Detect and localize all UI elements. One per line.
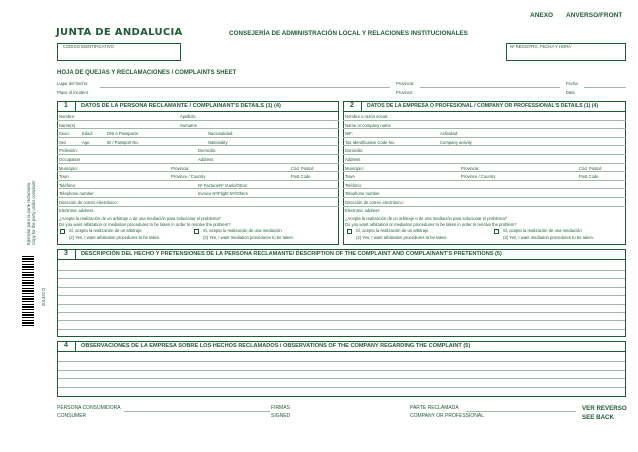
s2-company-label: Nombre o razón social: (345, 114, 389, 119)
front-side-label: ANVERSO/FRONT (566, 12, 623, 19)
s1-id-en-label: ID / Passport No. (107, 139, 139, 145)
writing-line[interactable] (58, 320, 625, 321)
s2-mediation-label: Sí, acepto la realización de una mediación (503, 228, 582, 233)
s2-activity-label: Actividad: (440, 131, 459, 137)
s1-arbitration-checkbox[interactable] (60, 229, 65, 234)
date-label: Fecha: (566, 81, 579, 86)
s2-mediation-label-en: (3) Yes, I want mediation procedures to be taken. (503, 235, 595, 240)
section2-fields (343, 112, 626, 213)
s1-province-label: Provincia: (171, 165, 190, 171)
s1-phone-label: Teléfono: (59, 182, 76, 188)
s1-sex-en-label: Sex (59, 139, 67, 145)
s1-name-row[interactable] (57, 112, 339, 121)
s1-municipality-en-label: Town (59, 174, 69, 180)
date-label-en: Date (566, 90, 575, 95)
s2-postcode-label: Cód. Postal: (579, 165, 602, 171)
s2-nif-row[interactable] (343, 129, 626, 138)
s1-mediation-question: ¿Acepta la realización de un arbitraje o de una mediación para solucionar el problema? (59, 216, 222, 221)
place-label-en: Place of incident (57, 90, 88, 95)
section4-number-divider (75, 341, 76, 351)
s2-arbitration-label: Sí, acepto la realización de un arbitraje. (356, 228, 430, 233)
section1-number: 1 (64, 102, 68, 109)
s1-profession-en-label: Occupation (59, 156, 81, 162)
s2-email-row[interactable] (343, 198, 626, 207)
section3-number: 3 (64, 250, 68, 257)
province-input-line[interactable] (420, 87, 560, 88)
see-back-label: VER REVERSO (582, 405, 627, 412)
see-back-label-en: SEE BACK (582, 414, 614, 421)
junta-logo: JUNTA DE ANDALUCIA (56, 27, 183, 38)
writing-line[interactable] (58, 361, 625, 362)
s2-province-en-label: Province / Country (461, 174, 496, 180)
s1-municipality-en-row[interactable] (57, 172, 339, 181)
party-label-en: COMPANY OR PROFESSIONAL (410, 413, 484, 419)
s2-email-en-label: Electronic address (345, 207, 380, 213)
writing-line[interactable] (58, 304, 625, 305)
s2-company-en-label: Name or company name (345, 122, 391, 128)
s2-municipality-row[interactable] (343, 164, 626, 173)
barcode (22, 254, 34, 326)
s2-province-label: Provincia: (461, 165, 480, 171)
section1-fields (57, 112, 339, 213)
consumer-label: PERSONA CONSUMIDORA (57, 405, 121, 411)
s1-address-en-label: Address (198, 156, 214, 162)
s2-mediation-question-en: Do you want arbitration or mediation procedures to be taken in order to resolve the problem? (345, 222, 517, 227)
section3-box (57, 249, 626, 337)
s2-phone-label: Teléfono: (345, 182, 362, 188)
section2-title: DATOS DE LA EMPRESA O PROFESIONAL / COMPANY OR PROFESSIONAL'S DETAILS (1) (4) (367, 103, 599, 109)
writing-line[interactable] (58, 287, 625, 288)
s1-arbitration-label: Sí, acepto la realización de un arbitraje. (69, 228, 143, 233)
s2-address-label: Domicilio: (345, 148, 364, 154)
section2-number-divider (361, 101, 362, 111)
signatures-label-en: SIGNED (271, 413, 291, 419)
s1-email-en-row (57, 207, 339, 213)
s2-mediation-question: ¿Acepta la realización de un arbitraje o de una mediación para solucionar el problema? (345, 216, 508, 221)
s1-province-en-label: Province / Country (171, 174, 206, 180)
s1-email-en-label: Electronic address (59, 207, 94, 213)
s1-mediation-checkbox[interactable] (194, 229, 199, 234)
s1-name-en-row[interactable] (57, 121, 339, 130)
s1-profession-label: Profesión: (59, 148, 78, 154)
s1-phone-en-row[interactable] (57, 189, 339, 198)
section2-number: 2 (350, 102, 354, 109)
s1-email-label: Dirección de correo electrónico: (59, 199, 118, 205)
section3-title: DESCRIPCIÓN DEL HECHO Y PRETENSIONES DE LA PERSONA RECLAMANTE/ DESCRIPTION OF THE COMPLAINT AND COMPLAINANT'S PRETENTIONS (5) (81, 251, 502, 257)
s1-invoice-label: Nº Factura/Nº Vuelo/Otros: (198, 182, 248, 188)
s2-arbitration-label-en: (2) Yes, I want arbitration procedures to be taken. (356, 235, 448, 240)
writing-line[interactable] (58, 270, 625, 271)
s2-postcode-en-label: Post Code (579, 174, 599, 180)
signatures-label: FIRMAS (271, 405, 290, 411)
section4-header-rule (57, 351, 626, 352)
s2-phone-en-row[interactable] (343, 189, 626, 198)
section3-header-rule (57, 259, 626, 260)
s2-municipality-label: Municipio: (345, 165, 364, 171)
writing-line[interactable] (58, 378, 625, 379)
s1-surname-label: Apellido: (180, 114, 197, 119)
s1-email-row[interactable] (57, 198, 339, 207)
s2-nif-en-label: Tax Identification Code No. (345, 139, 396, 145)
s2-phone-row[interactable] (343, 181, 626, 190)
s2-email-label: Dirección de correo electrónico: (345, 199, 404, 205)
date-input-line[interactable] (584, 87, 626, 88)
writing-line[interactable] (58, 370, 625, 371)
consumer-label-en: CONSUMER (57, 413, 87, 419)
s2-company-row[interactable] (343, 112, 626, 121)
id-code-label: CÓDIGO IDENTIFICATIVO (63, 44, 114, 49)
s1-id-label: DNI o Pasaporte: (107, 131, 140, 137)
party-label: PARTE RECLAMADA (410, 405, 459, 411)
section1-title: DATOS DE LA PERSONA RECLAMANTE / COMPLAINANT'S DETAILS (1) (4) (81, 103, 281, 109)
s1-nationality-en-label: Nationality (208, 139, 228, 145)
s1-name-label: Nombre: (59, 114, 76, 119)
barcode-number: 001322 D (41, 287, 46, 306)
side-caption-line2: Copy for the party under complaint (31, 180, 36, 245)
side-caption (26, 181, 36, 245)
registry-label: Nº REGISTRO, FECHA Y HORA (510, 44, 571, 49)
s2-arbitration-checkbox[interactable] (347, 229, 352, 234)
s1-mediation-label: Sí, acepto la realización de una mediación (203, 228, 282, 233)
place-label: Lugar del hecho: (57, 81, 89, 86)
s1-phone-row[interactable] (57, 181, 339, 190)
s1-profession-row[interactable] (57, 146, 339, 155)
s2-municipality-en-row[interactable] (343, 172, 626, 181)
s1-phone-en-label: Telephone number (59, 191, 94, 197)
s1-arbitration-label-en: (2) Yes, I want arbitration procedures to be taken. (69, 235, 161, 240)
writing-line[interactable] (58, 312, 625, 313)
s2-activity-en-label: Company activity (440, 139, 472, 145)
s1-nationality-label: Nacionalidad: (208, 131, 234, 137)
s1-postcode-en-label: Post Code (291, 174, 311, 180)
s2-phone-en-label: Telephone number (345, 191, 380, 197)
side-caption-line1: Ejemplar para la parte reclamada (26, 183, 31, 245)
s2-address-row[interactable] (343, 146, 626, 155)
s1-surname-en-label: Surname (180, 122, 197, 128)
s1-mediation-question-en: Do you want arbitration or mediation procedures to be taken in order to resolve the problem? (59, 222, 231, 227)
s1-sex-row[interactable] (57, 129, 339, 138)
s1-sex-en-row[interactable] (57, 138, 339, 147)
s2-address-en-row[interactable] (343, 155, 626, 164)
section4-title: OBSERVACIONES DE LA EMPRESA SOBRE LOS HECHOS RECLAMADOS / OBSERVATIONS OF THE COMPANY REGARDING THE COMPLAINT (5) (81, 343, 471, 349)
s2-nif-label: NIF: (345, 131, 353, 137)
s1-municipality-label: Municipio: (59, 165, 78, 171)
s1-invoice-en-label: Invoice Nº/Flight Nº/Others (198, 191, 248, 197)
party-signature-line[interactable] (466, 411, 576, 412)
ministry-title: CONSEJERÍA DE ADMINISTRACIÓN LOCAL Y RELACIONES INSTITUCIONALES (229, 30, 468, 37)
s1-profession-en-row[interactable] (57, 155, 339, 164)
s1-municipality-row[interactable] (57, 164, 339, 173)
place-input-line[interactable] (100, 87, 390, 88)
annex-label: ANEXO (530, 12, 554, 19)
s2-mediation-checkbox[interactable] (494, 229, 499, 234)
province-label-en: Province: (396, 90, 414, 95)
section1-number-divider (75, 101, 76, 111)
sheet-title: HOJA DE QUEJAS Y RECLAMACIONES / COMPLAINTS SHEET (57, 70, 237, 76)
s2-nif-en-row[interactable] (343, 138, 626, 147)
consumer-signature-line[interactable] (124, 411, 270, 412)
writing-line[interactable] (58, 295, 625, 296)
s1-age-en-label: Age (82, 139, 90, 145)
s2-company-en-row[interactable] (343, 121, 626, 130)
s2-municipality-en-label: Town (345, 174, 355, 180)
s2-address-en-label: Address (345, 156, 361, 162)
s1-name-en-label: Name(s) (59, 122, 76, 128)
s1-age-label: Edad: (82, 131, 93, 137)
writing-line[interactable] (58, 278, 625, 279)
writing-line[interactable] (58, 329, 625, 330)
s1-address-label: Domicilio: (198, 148, 217, 154)
s1-sex-label: Sexo: (59, 131, 70, 137)
s1-mediation-label-en: (3) Yes, I want mediation procedures to be taken. (203, 235, 295, 240)
section4-number: 4 (64, 342, 68, 349)
s2-email-en-row (343, 207, 626, 213)
province-label: Provincia: (396, 81, 415, 86)
s1-postcode-label: Cód. Postal: (291, 165, 314, 171)
section3-number-divider (75, 249, 76, 259)
writing-line[interactable] (58, 387, 625, 388)
